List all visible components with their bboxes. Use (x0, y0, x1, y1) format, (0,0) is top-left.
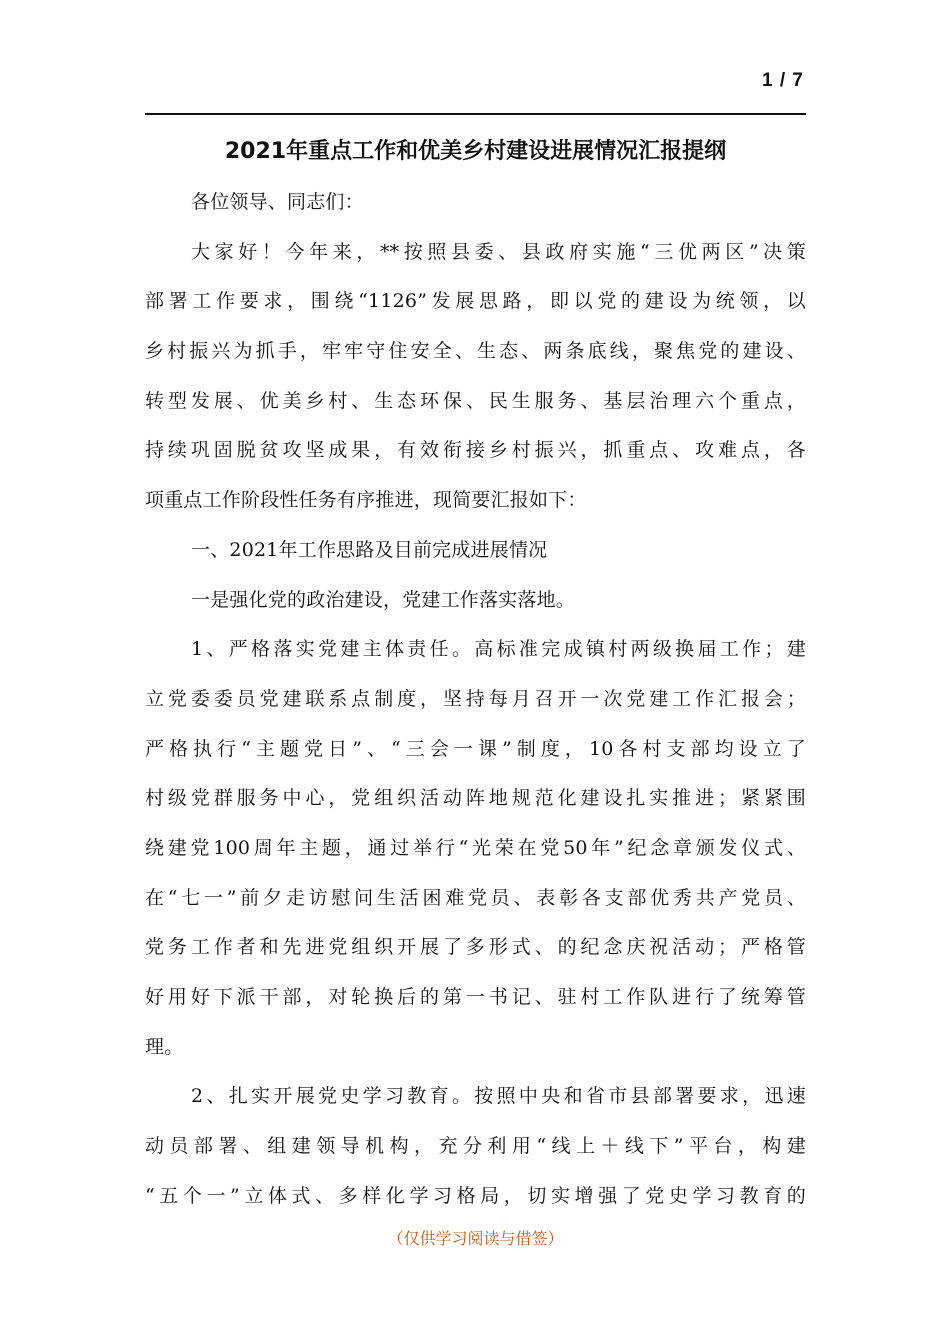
body-line: 项重点工作阶段性任务有序推进，现简要汇报如下： (145, 489, 587, 512)
body-line: 党务工作者和先进党组织开展了多形式、的纪念庆祝活动；严格管 (145, 936, 806, 959)
body-line: 绕建党100周年主题，通过举行“光荣在党50年”纪念章颁发仪式、 (145, 836, 806, 859)
body-line: “五个一”立体式、多样化学习格局，切实增强了党史学习教育的 (145, 1184, 806, 1207)
body-line: 严格执行“主题党日”、“三会一课”制度，10各村支部均设立了 (145, 737, 806, 760)
body-line: 2、扎实开展党史学习教育。按照中央和省市县部署要求，迅速 (191, 1085, 806, 1108)
body-line: 各位领导、同志们： (191, 191, 364, 213)
body-line: 1、严格落实党建主体责任。高标准完成镇村两级换届工作；建 (191, 638, 806, 661)
body-line: 理。 (145, 1035, 184, 1058)
body-line: 大家好！今年来，**按照县委、县政府实施“三优两区”决策 (191, 240, 806, 263)
body-line: 乡村振兴为抓手，牢牢守住安全、生态、两条底线，聚焦党的建设、 (145, 340, 806, 363)
document-body (145, 178, 806, 1221)
body-line: 村级党群服务中心，党组织活动阵地规范化建设扎实推进；紧紧围 (145, 787, 806, 810)
document-title: 2021年重点工作和优美乡村建设进展情况汇报提纲 (224, 139, 727, 164)
body-line: 立党委委员党建联系点制度，坚持每月召开一次党建工作汇报会； (145, 687, 806, 710)
page-number: 1 / 7 (762, 70, 804, 91)
body-line: 一、2021年工作思路及目前完成进展情况 (191, 538, 548, 561)
footer-note: （仅供学习阅读与借签） (387, 1229, 564, 1248)
body-line: 持续巩固脱贫攻坚成果，有效衔接乡村振兴，抓重点、攻难点，各 (145, 439, 806, 462)
body-line: 动员部署、组建领导机构，充分利用“线上＋线下”平台，构建 (145, 1135, 806, 1158)
body-line: 一是强化党的政治建设，党建工作落实落地。 (191, 588, 576, 611)
body-line: 转型发展、优美乡村、生态环保、民生服务、基层治理六个重点， (145, 389, 806, 412)
body-line: 部署工作要求，围绕“1126”发展思路，即以党的建设为统领，以 (145, 290, 806, 313)
header-rule (145, 113, 806, 115)
body-line: 好用好下派干部，对轮换后的第一书记、驻村工作队进行了统筹管 (145, 986, 806, 1008)
body-line: 在“七一”前夕走访慰问生活困难党员、表彰各支部优秀共产党员、 (145, 886, 806, 909)
